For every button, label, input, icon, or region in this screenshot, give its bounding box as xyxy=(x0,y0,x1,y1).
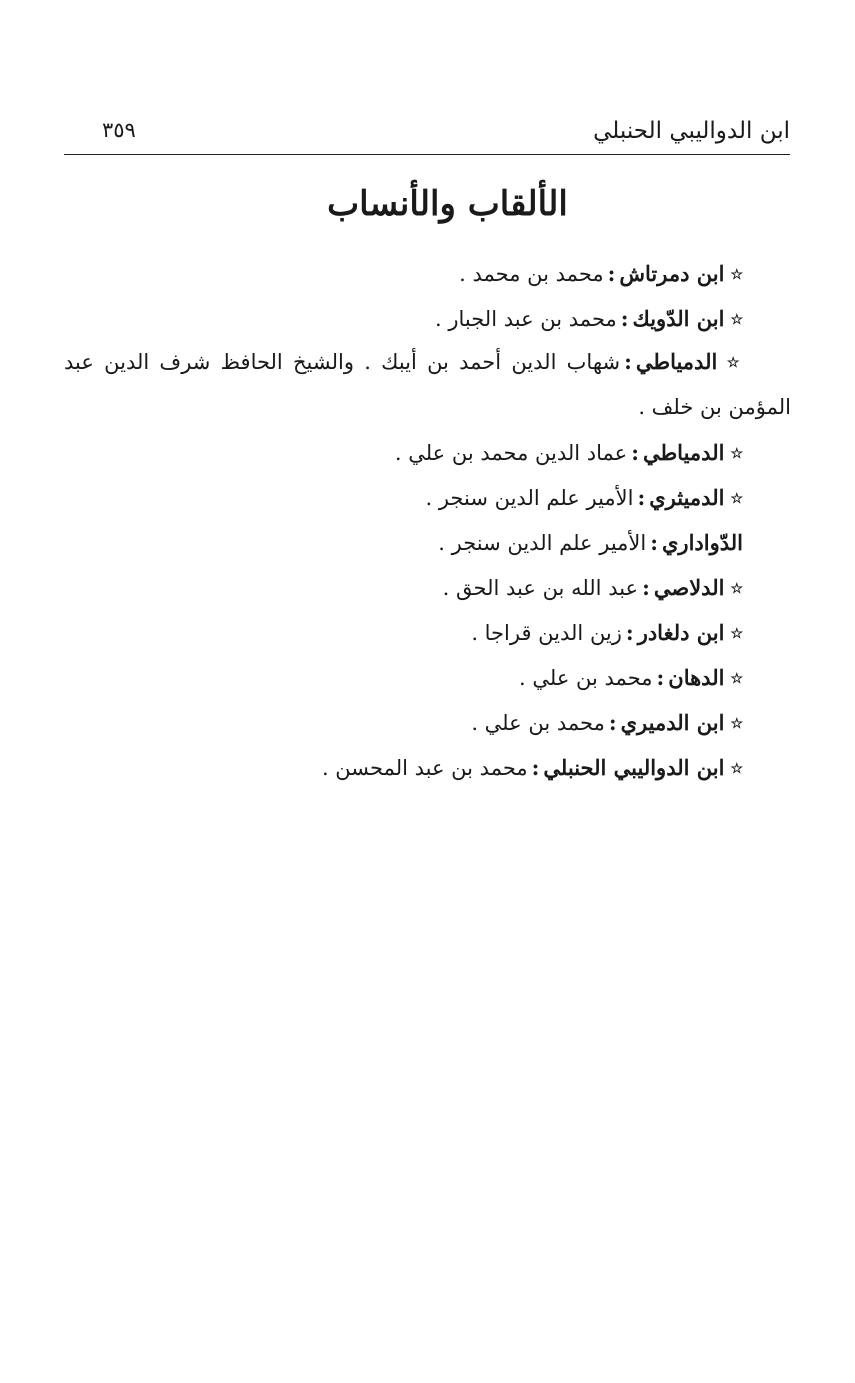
entry-name: ابن الدواليبي الحنبلي xyxy=(543,755,725,780)
entry-name: ابن الدّويك xyxy=(632,306,725,331)
entry-value: شهاب الدين أحمد بن أيبك . والشيخ الحافظ شرف الدين عبد المؤمن بن خلف . xyxy=(64,350,791,419)
entry-value: عبد الله بن عبد الحق . xyxy=(442,576,639,600)
entry-separator: : xyxy=(637,485,646,510)
entry-separator: : xyxy=(650,530,658,555)
star-icon: ☆ xyxy=(730,446,743,462)
entry-name: ابن دلغادر xyxy=(637,620,725,645)
list-item xyxy=(63,745,743,790)
star-icon: ☆ xyxy=(730,267,743,283)
entry-value: عماد الدين محمد بن علي . xyxy=(394,441,628,465)
entry-name: الدّواداري xyxy=(662,530,743,555)
page-number: ٣٥٩ xyxy=(102,118,136,142)
entry-name: ابن الدميري xyxy=(620,710,725,735)
list-item xyxy=(63,610,743,655)
entry-separator: : xyxy=(608,710,617,735)
entry-value: زين الدين قراجا . xyxy=(471,621,622,645)
entry-separator: : xyxy=(642,575,650,600)
entry-separator: : xyxy=(620,306,629,331)
entry-separator: : xyxy=(531,755,540,780)
entry-value: الأمير علم الدين سنجر . xyxy=(425,486,634,510)
entry-name: الدمياطي xyxy=(642,440,725,465)
entries-top xyxy=(63,251,743,341)
star-icon: ☆ xyxy=(730,491,743,507)
entry-name: الدلاصي xyxy=(653,575,725,600)
entry-separator: : xyxy=(607,261,616,286)
entry-value: محمد بن علي . xyxy=(471,711,605,735)
entry-name: الدهان xyxy=(668,665,725,690)
star-icon: ☆ xyxy=(723,355,743,371)
entry-separator: : xyxy=(631,440,639,465)
star-icon: ☆ xyxy=(730,716,743,732)
entry-value: محمد بن محمد . xyxy=(459,262,604,286)
entry-separator: : xyxy=(656,665,665,690)
entry-value: محمد بن علي . xyxy=(519,666,653,690)
star-icon: ☆ xyxy=(730,671,743,687)
list-item xyxy=(63,251,743,296)
star-icon: ☆ xyxy=(730,626,743,642)
list-item-long xyxy=(64,341,791,428)
entry-name: ابن دمرتاش xyxy=(619,261,725,286)
star-icon: ☆ xyxy=(730,761,743,777)
list-item xyxy=(63,700,743,745)
entry-separator: : xyxy=(625,620,634,645)
entry-value: محمد بن عبد المحسن . xyxy=(321,756,528,780)
star-icon: ☆ xyxy=(730,312,743,328)
entry-separator: : xyxy=(624,349,632,374)
entry-value: محمد بن عبد الجبار . xyxy=(435,307,617,331)
star-icon: ☆ xyxy=(730,581,743,597)
list-item xyxy=(63,296,743,341)
section-title: الألقاب والأنساب xyxy=(327,184,568,224)
list-item xyxy=(63,655,743,700)
entry-name: الدمياطي xyxy=(635,349,718,374)
entries-bottom xyxy=(63,430,743,790)
entry-value: الأمير علم الدين سنجر . xyxy=(438,531,647,555)
list-item xyxy=(63,475,743,520)
list-item xyxy=(63,430,743,475)
page-header xyxy=(64,112,790,155)
list-item xyxy=(63,520,743,565)
list-item xyxy=(63,565,743,610)
entry-name: الدميثري xyxy=(649,485,725,510)
running-title: ابن الدواليبي الحنبلي xyxy=(593,118,790,144)
